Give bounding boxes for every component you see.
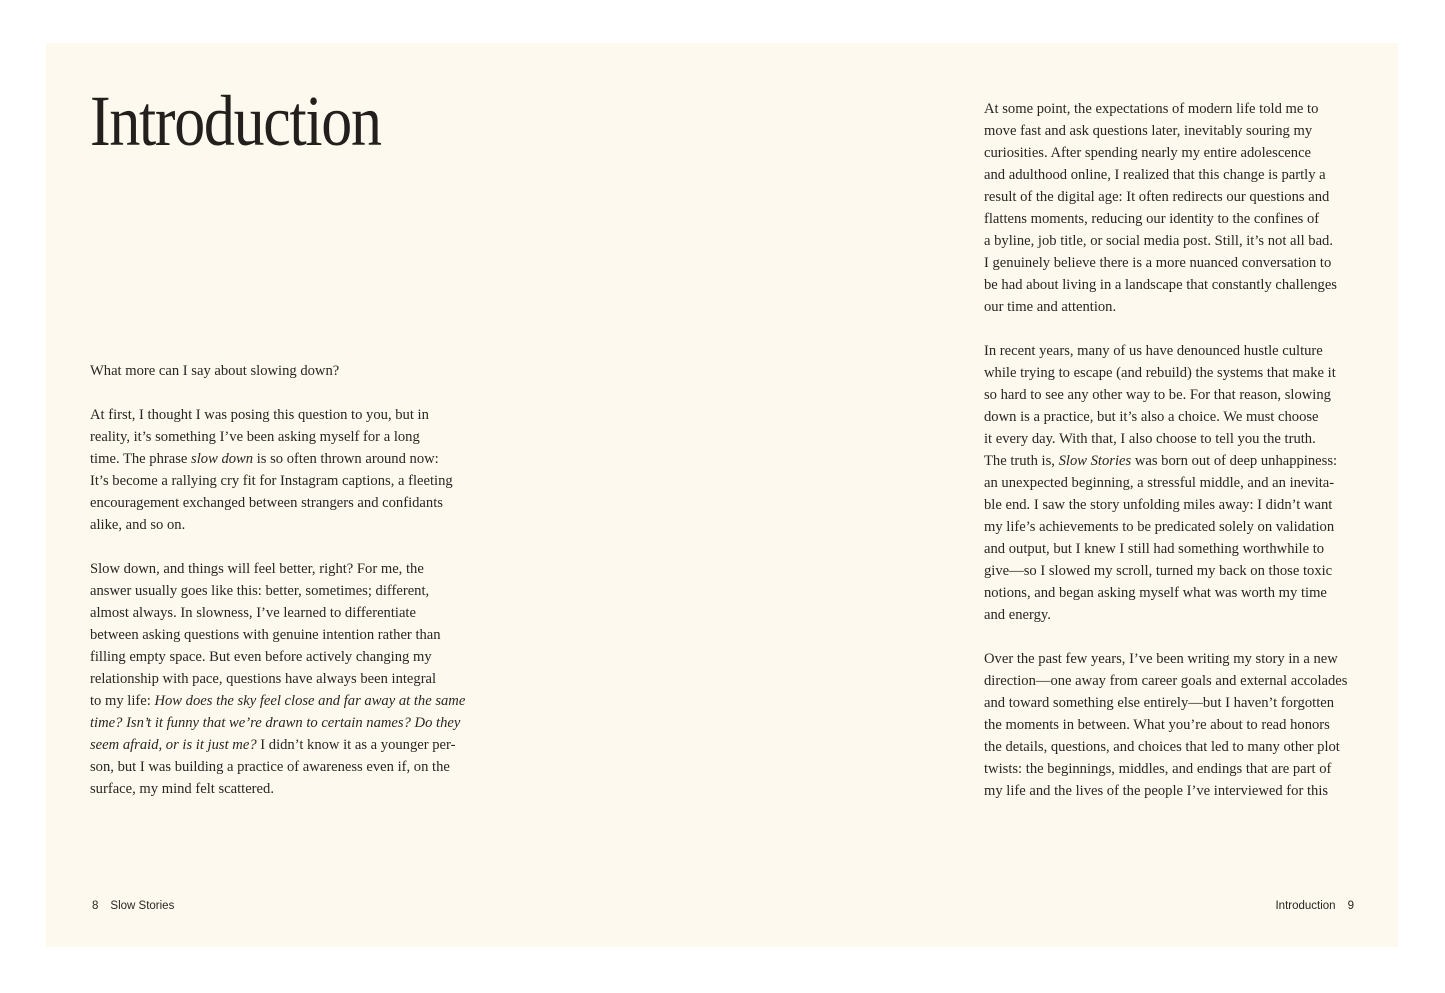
text-line: filling empty space. But even before actively changing my [90, 649, 432, 665]
text-line: The truth is, Slow Stories was born out of deep unhappiness: [984, 453, 1338, 469]
text-line: and output, but I knew I still had something worthwhile to [984, 541, 1325, 557]
text-line: our time and attention. [984, 299, 1117, 315]
paragraph [984, 340, 1354, 626]
text-line: the moments in between. What you’re about to read honors [984, 717, 1330, 733]
text-line: curiosities. After spending nearly my entire adolescence [984, 145, 1312, 161]
text-line: my life and the lives of the people I’ve interviewed for this [984, 783, 1329, 799]
italic-text: How does the sky feel close and far away at the same [154, 693, 466, 709]
text-line: relationship with pace, questions have always been integral [90, 671, 437, 687]
page-number-left: 8 [92, 900, 99, 912]
text-line: Slow down, and things will feel better, right? For me, the [90, 561, 424, 577]
text-line: alike, and so on. [90, 517, 186, 533]
italic-text: slow down [191, 451, 254, 467]
italic-text: seem afraid, or is it just me? [90, 737, 257, 753]
text-line: encouragement exchanged between strangers and confidants [90, 495, 443, 511]
text-line: the details, questions, and choices that led to many other plot [984, 739, 1340, 755]
text-line: Over the past few years, I’ve been writing my story in a new [984, 651, 1338, 667]
text-line: I genuinely believe there is a more nuanced conversation to [984, 255, 1332, 271]
text-line: to my life: How does the sky feel close and far away at the same [90, 693, 466, 709]
text-line: and energy. [984, 607, 1051, 623]
text-line: notions, and began asking myself what was worth my time [984, 585, 1327, 601]
right-body-text [984, 98, 1354, 802]
text-line: while trying to escape (and rebuild) the systems that make it [984, 365, 1336, 381]
text-line: an unexpected beginning, a stressful middle, and an inevita- [984, 475, 1335, 491]
italic-text: Slow Stories [1058, 453, 1132, 469]
text-line: seem afraid, or is it just me? I didn’t know it as a younger per- [90, 737, 456, 753]
text-line: be had about living in a landscape that constantly challenges [984, 277, 1337, 293]
text-line: flattens moments, reducing our identity to the confines of [984, 211, 1320, 227]
paragraph [90, 558, 466, 800]
text-line: result of the digital age: It often redirects our questions and [984, 189, 1330, 205]
left-body-text [90, 360, 466, 800]
text-line: my life’s achievements to be predicated solely on validation [984, 519, 1335, 535]
text-line: twists: the beginnings, middles, and endings that are part of [984, 761, 1332, 777]
text-line: It’s become a rallying cry fit for Instagram captions, a fleeting [90, 473, 453, 489]
text-line [90, 712, 460, 734]
paragraph [984, 648, 1354, 802]
paragraph [984, 98, 1354, 318]
text-line: surface, my mind felt scattered. [90, 781, 274, 797]
text-line: answer usually goes like this: better, sometimes; different, [90, 583, 430, 599]
text-line: give—so I slowed my scroll, turned my back on those toxic [984, 563, 1333, 579]
running-head-book-title: Slow Stories [110, 900, 175, 912]
text-line: ble end. I saw the story unfolding miles away: I didn’t want [984, 497, 1333, 513]
text-line: time. The phrase slow down is so often thrown around now: [90, 451, 439, 467]
text-line: and toward something else entirely—but I haven’t forgotten [984, 695, 1335, 711]
paragraph [90, 360, 460, 382]
italic-text: time? Isn’t it funny that we’re drawn to certain names? Do they [90, 715, 461, 731]
text-line: it every day. With that, I also choose to tell you the truth. [984, 431, 1316, 447]
text-line: so hard to see any other way to be. For that reason, slowing [984, 387, 1331, 403]
text-line: down is a practice, but it’s also a choice. We must choose [984, 409, 1319, 425]
running-head-chapter: Introduction [1275, 900, 1336, 912]
page-number-right: 9 [1347, 900, 1354, 912]
text-line: At first, I thought I was posing this question to you, but in [90, 407, 429, 423]
left-folio [92, 898, 174, 914]
paragraph [90, 404, 460, 536]
text-line: reality, it’s something I’ve been asking myself for a long [90, 429, 420, 445]
text-line: between asking questions with genuine intention rather than [90, 627, 441, 643]
text-line: At some point, the expectations of modern life told me to [984, 101, 1319, 117]
text-line: direction—one away from career goals and external accolades [984, 673, 1348, 689]
text-line: In recent years, many of us have denounced hustle culture [984, 343, 1323, 359]
book-spread [46, 43, 1398, 947]
text-line: a byline, job title, or social media post. Still, it’s not all bad. [984, 233, 1333, 249]
text-line: move fast and ask questions later, inevitably souring my [984, 123, 1313, 139]
text-line: son, but I was building a practice of awareness even if, on the [90, 759, 450, 775]
right-folio [1275, 898, 1354, 914]
text-line: and adulthood online, I realized that this change is partly a [984, 167, 1326, 183]
text-line: What more can I say about slowing down? [90, 363, 340, 379]
text-line: almost always. In slowness, I’ve learned to differentiate [90, 605, 416, 621]
chapter-title: Introduction [90, 81, 381, 161]
